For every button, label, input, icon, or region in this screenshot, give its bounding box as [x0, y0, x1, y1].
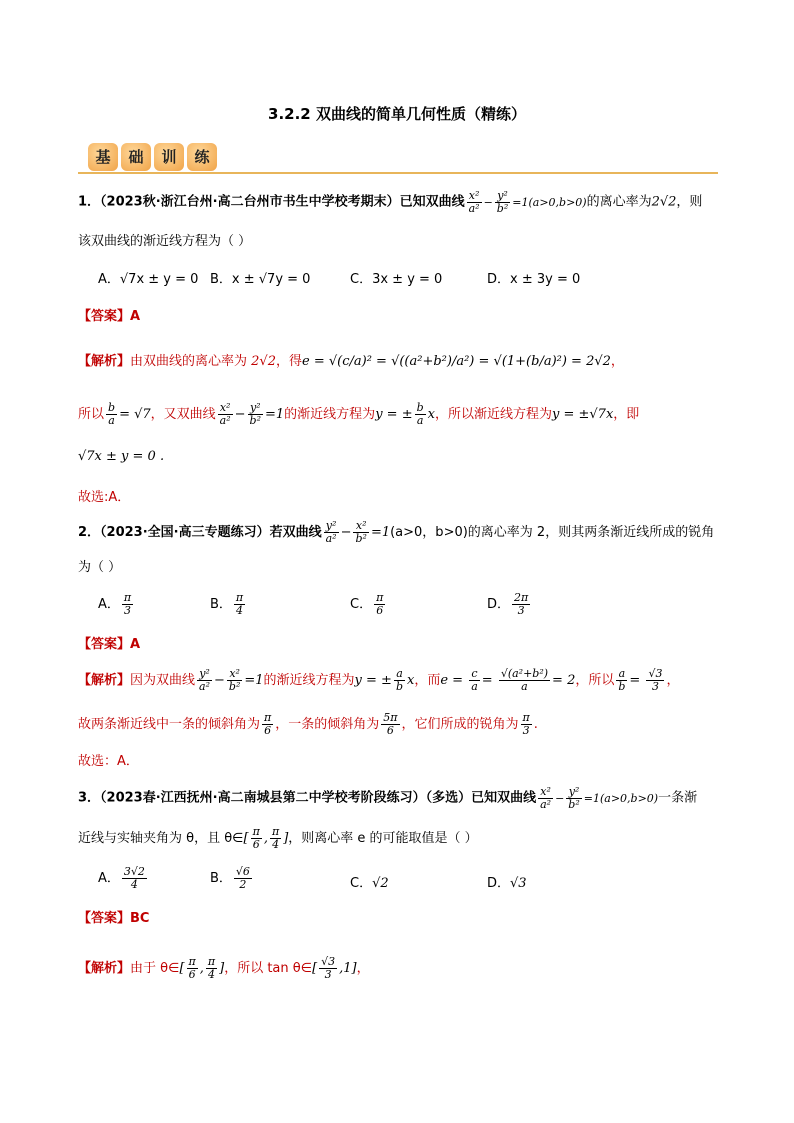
q3-stem-line2: 近线与实轴夹角为 θ，且 θ∈[ $\frac{\pi}{6}$ , $\frac{\pi}{4}$ ]，则离心率 e 的可能取值是（ ） — [78, 825, 478, 851]
q2-analysis-line1: 【解析】因为双曲线 $\frac{\text{y²}}{\text{a²}}$ − $\frac{\text{x²}}{\text{b²}}$ =1的渐近线方程为y = ± $\frac{a}{b}$ x，而e = $\frac{c}{a}$ = $\frac{\text{√(a²+b²)}}{a}$ = 2，所以 $\frac{a}{b}$ = $\frac{√3}{3}$ ， — [78, 667, 680, 693]
q1-conclusion: 故选:A． — [78, 490, 131, 505]
banner-char: 基 — [88, 143, 118, 171]
q3-answer: 【答案】BC — [78, 911, 150, 926]
q3-option-c: C．√2 — [350, 876, 389, 891]
q1-analysis-line3: √7x ± y = 0 . — [78, 449, 165, 464]
q2-option-a: A． $\frac{\pi}{3}$ — [98, 591, 132, 617]
q3-option-d: D．√3 — [487, 876, 527, 891]
q2-option-d: D． $\frac{2\pi}{3}$ — [487, 591, 529, 617]
q1-option-a: A．√7x ± y = 0 — [98, 272, 199, 287]
q2-analysis-line2: 故两条渐近线中一条的倾斜角为 $\frac{\pi}{6}$ ，一条的倾斜角为 $\frac{5\pi}{6}$ ，它们所成的锐角为 $\frac{\pi}{3}$ . — [78, 711, 538, 737]
q2-option-c: C． $\frac{\pi}{6}$ — [350, 591, 384, 617]
q1-analysis-line1: 【解析】由双曲线的离心率为 2√2，得e = √(c/a)² = √((a²+b²)/a²) = √(1+(b/a)²) = 2√2， — [78, 354, 624, 369]
q1-stem-line2: 该双曲线的渐近线方程为（ ） — [78, 234, 252, 249]
section-divider — [78, 172, 718, 174]
q2-option-b: B． $\frac{\pi}{4}$ — [210, 591, 244, 617]
q3-stem-line1: 3．（2023春·江西抚州·高二南城县第二中学校考阶段练习）（多选）已知双曲线 $\frac{\text{x²}}{\text{a²}}$ − $\frac{\text{y²}}{\text{b²}}$ =1(a>0,b>0)一条渐 — [78, 785, 698, 811]
q2-stem-line1: 2．（2023·全国·高三专题练习）若双曲线 $\frac{\text{y²}}{\text{a²}}$ − $\frac{\text{x²}}{\text{b²}}$ =1(a>0，b>0)的离心率为 2，则其两条渐近线所成的锐角 — [78, 519, 715, 545]
q3-option-a: A． $\frac{3√2}{4}$ — [98, 865, 145, 891]
q2-answer: 【答案】A — [78, 637, 141, 652]
q1-option-b: B．x ± √7y = 0 — [210, 272, 311, 287]
q1-answer: 【答案】A — [78, 309, 141, 324]
q3-analysis-line1: 【解析】由于 θ∈[ $\frac{\pi}{6}$ , $\frac{\pi}{4}$ ]，所以 tan θ∈[ $\frac{√3}{3}$ ,1]， — [78, 955, 370, 981]
q1-option-c: C．3x ± y = 0 — [350, 272, 443, 287]
q2-conclusion: 故选：A． — [78, 754, 139, 769]
banner-char: 练 — [187, 143, 217, 171]
section-banner — [88, 143, 217, 171]
q1-stem-line1: 1．（2023秋·浙江台州·高二台州市书生中学校考期末）已知双曲线 $\frac{\text{x²}}{\text{a²}}$ − $\frac{\text{y²}}{\text{b²}}$ =1(a>0,b>0)的离心率为2√2，则 — [78, 189, 703, 215]
page-title: 3.2.2 双曲线的简单几何性质（精练） — [268, 105, 526, 123]
q1-analysis-line2: 所以 $\frac{b}{a}$ = √7，又双曲线 $\frac{\text{x²}}{\text{a²}}$ − $\frac{\text{y²}}{\text{b²}}$ =1的渐近线方程为y = ± $\frac{b}{a}$ x，所以渐近线方程为y = ±√7x，即 — [78, 401, 640, 427]
q1-option-d: D．x ± 3y = 0 — [487, 272, 581, 287]
q2-stem-line2: 为（ ） — [78, 560, 122, 575]
banner-char: 训 — [154, 143, 184, 171]
banner-char: 础 — [121, 143, 151, 171]
q3-option-b: B． $\frac{√6}{2}$ — [210, 865, 250, 891]
